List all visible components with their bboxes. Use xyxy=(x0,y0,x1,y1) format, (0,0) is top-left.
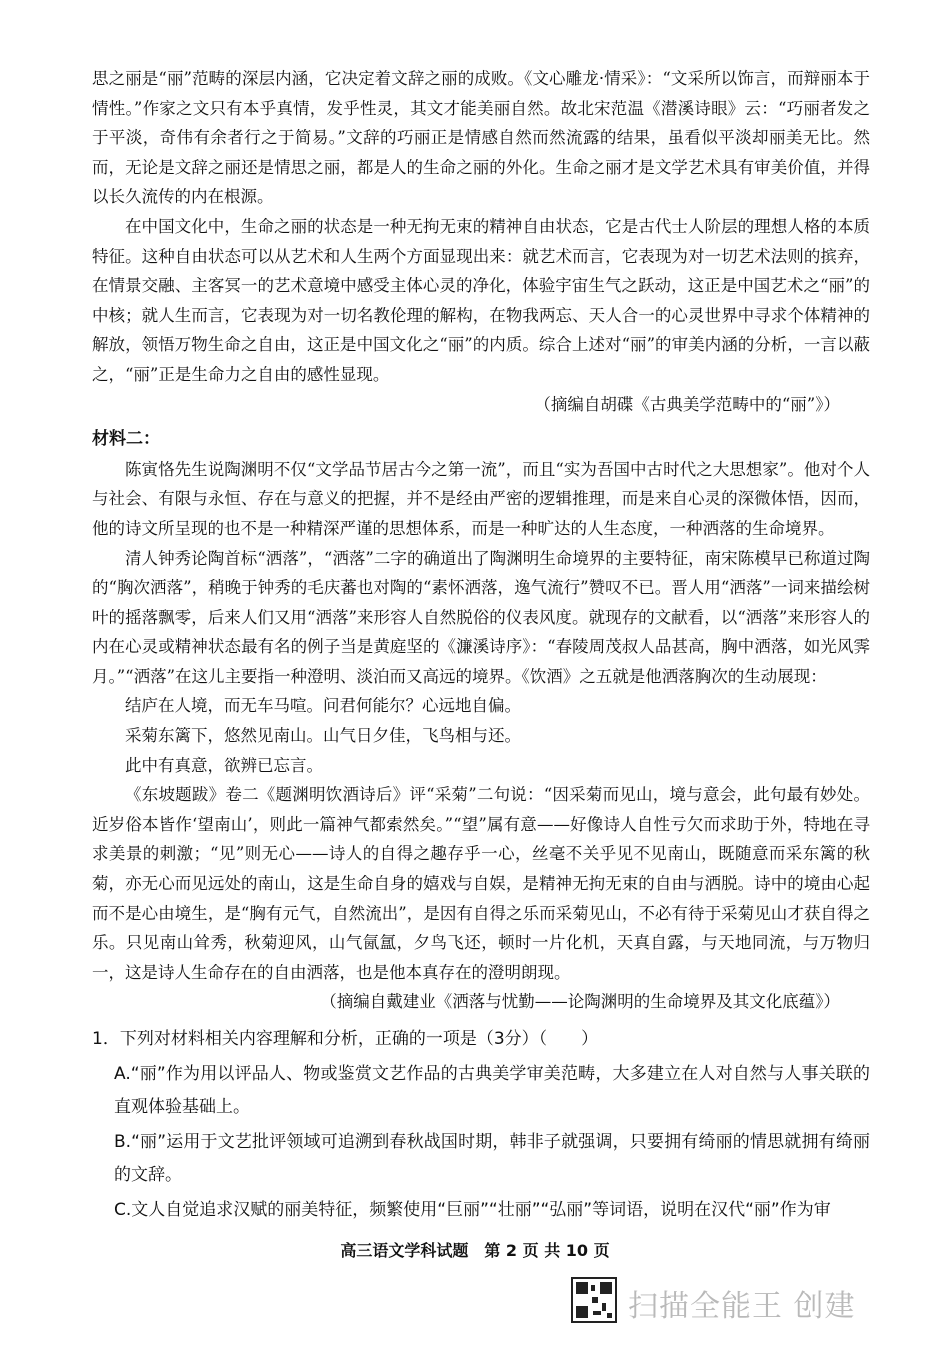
question-1-option-a: A.“丽”作为用以评品人、物或鉴赏文艺作品的古典美学审美范畴，大多建立在人对自然与人事关联的直观体验基础上。 xyxy=(114,1064,870,1117)
material2-paragraph-1: 陈寅恪先生说陶渊明不仅“文学品节居古今之第一流”，而且“实为吾国中古时代之大思想家”。他对个人与社会、有限与永恒、存在与意义的把握，并不是经由严密的逻辑推理，而是来自心灵的深微体悟，因而，他的诗文所呈现的也不是一种精深严谨的思想体系，而是一种旷达的人生态度，一种洒落的生命境界。 xyxy=(92,459,870,538)
question-1-stem: 1．下列对材料相关内容理解和分析，正确的一项是（3分）（ ） xyxy=(92,1029,599,1049)
material2-source: （摘编自戴建业《洒落与忧勤——论陶渊明的生命境界及其文化底蕴》） xyxy=(320,992,840,1012)
question-1-option-c: C.文人自觉追求汉赋的丽美特征，频繁使用“巨丽”“壮丽”“弘丽”等词语，说明在汉代“丽”作为审 xyxy=(114,1200,831,1220)
material2-paragraph-2: 清人钟秀论陶首标“洒落”，“洒落”二字的确道出了陶渊明生命境界的主要特征，南宋陈模早已称道过陶的“胸次洒落”，稍晚于钟秀的毛庆蕃也对陶的“素怀洒落，逸气流行”赞叹不已。晋人用“洒落”一词来描绘树叶的摇落飘零，后来人们又用“洒落”来形容人自然脱俗的仪表风度。就现存的文献看，以“洒落”来形容人的内在心灵或精神状态最有名的例子当是黄庭坚的《濂溪诗序》：“春陵周茂叔人品甚高，胸中洒落，如光风霁月。”“洒落”在这儿主要指一种澄明、淡泊而又高远的境界。《饮酒》之五就是他洒落胸次的生动展现： xyxy=(92,548,870,686)
page-footer: 高三语文学科试题 第 2 页 共 10 页 xyxy=(340,1241,610,1260)
qr-code-icon xyxy=(571,1277,617,1323)
scanner-watermark: 扫描全能王 创建 xyxy=(628,1289,856,1324)
material2-heading: 材料二： xyxy=(92,429,160,450)
poem-line-1: 结庐在人境，而无车马喧。问君何能尔？心远地自偏。 xyxy=(125,696,521,716)
question-1-option-b: B.“丽”运用于文艺批评领域可追溯到春秋战国时期，韩非子就强调，只要拥有绮丽的情思就拥有绮丽的文辞。 xyxy=(114,1132,870,1185)
material1-paragraph-2: 在中国文化中，生命之丽的状态是一种无拘无束的精神自由状态，它是古代士人阶层的理想人格的本质特征。这种自由状态可以从艺术和人生两个方面显现出来：就艺术而言，它表现为对一切艺术法则的摈弃，在情景交融、主客冥一的艺术意境中感受主体心灵的净化，体验宇宙生气之跃动，这正是中国艺术之“丽”的中核；就人生而言，它表现为对一切名教伦理的解构，在物我两忘、天人合一的心灵世界中寻求个体精神的解放，领悟万物生命之自由，这正是中国文化之“丽”的内质。综合上述对“丽”的审美内涵的分析，一言以蔽之，“丽”正是生命力之自由的感性显现。 xyxy=(92,216,870,384)
material1-paragraph-1: 思之丽是“丽”范畴的深层内涵，它决定着文辞之丽的成败。《文心雕龙·情采》：“文采所以饰言，而辩丽本于情性。”作家之文只有本乎真情，发乎性灵，其文才能美丽自然。故北宋范温《潜溪诗眼》云：“巧丽者发之于平淡，奇伟有余者行之于简易。”文辞的巧丽正是情感自然而然流露的结果，虽看似平淡却丽美无比。然而，无论是文辞之丽还是情思之丽，都是人的生命之丽的外化。生命之丽才是文学艺术具有审美价值，并得以长久流传的内在根源。 xyxy=(92,69,870,207)
poem-line-3: 此中有真意，欲辨已忘言。 xyxy=(125,755,323,775)
material1-source: （摘编自胡碟《古典美学范畴中的“丽”》） xyxy=(534,394,840,414)
page-content xyxy=(92,64,870,1227)
material2-paragraph-3: 《东坡题跋》卷二《题渊明饮酒诗后》评“采菊”二句说：“因采菊而见山，境与意会，此句最有妙处。近岁俗本皆作‘望南山’，则此一篇神气都索然矣。”“望”属有意——好像诗人自性亏欠而求助于外，特地在寻求美景的刺激；“见”则无心——诗人的自得之趣存乎一心，丝毫不关乎见不见南山，既随意而采东篱的秋菊，亦无心而见远处的南山，这是生命自身的嬉戏与自娱，是精神无拘无束的自由与洒脱。诗中的境由心起而不是心由境生，是“胸有元气，自然流出”，是因有自得之乐而采菊见山，不必有待于采菊见山才获自得之乐。只见南山耸秀，秋菊迎风，山气氤氲，夕鸟飞还，顿时一片化机，天真自露，与天地同流，与万物归一，这是诗人生命存在的自由洒落，也是他本真存在的澄明朗现。 xyxy=(92,785,870,982)
poem-line-2: 采菊东篱下，悠然见南山。山气日夕佳，飞鸟相与还。 xyxy=(125,726,521,746)
